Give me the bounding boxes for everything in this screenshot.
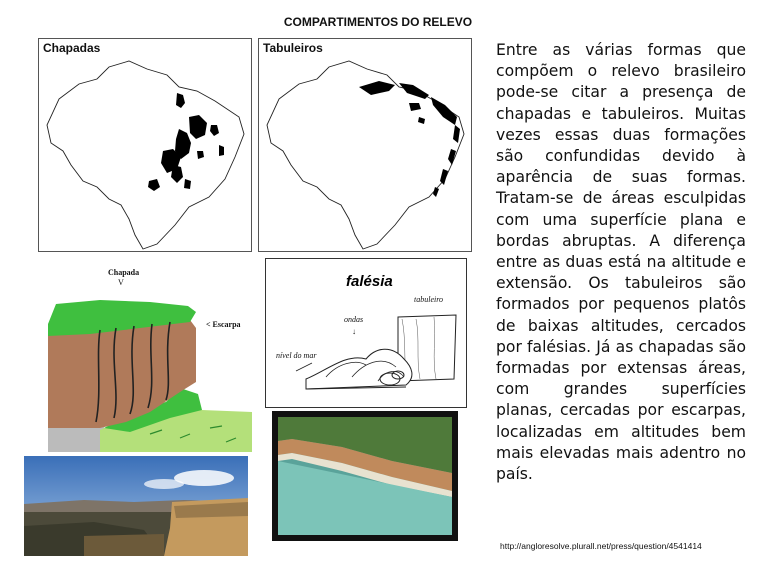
base-rock — [48, 426, 104, 452]
description-paragraph: Entre as várias formas que compõem o relevo brasileiro pode-se citar a presença de chapadas e tabuleiros. Muitas vezes essas duas formações são confundidas devido à aparência de suas formas. Tratam-se de áreas esculpidas com uma superfície plana e bordas abruptas. A diferença entre as duas está na altitude e extensão. Os tabuleiros são formados por pequenos platôs de baixas altitudes, cercados por falésias. Já as chapadas são formadas por extensas áreas, com grandes superfícies planas, cercadas por escarpas, localizadas em altitudes bem mais elevadas mais adentro no país. — [496, 41, 746, 484]
chapada-arrow: V — [118, 278, 124, 287]
ondas-label: ondas — [344, 315, 364, 324]
source-url[interactable]: http://angloresolve.plurall.net/press/question/4541414 — [500, 541, 702, 551]
chapadas-map-label: Chapadas — [43, 41, 101, 55]
tabuleiro-label: tabuleiro — [414, 295, 444, 304]
escarpa-label: < Escarpa — [206, 320, 241, 329]
chapadas-map-panel — [38, 38, 252, 252]
brazil-map-tabuleiros — [259, 39, 471, 251]
falesia-title: falésia — [346, 273, 393, 290]
page-title: COMPARTIMENTOS DO RELEVO — [283, 15, 473, 29]
tabuleiros-map-label: Tabuleiros — [263, 41, 323, 55]
falesia-coastal-photo — [272, 411, 458, 541]
ondas-arrow: ↓ — [352, 327, 356, 336]
chapada-label: Chapada — [108, 268, 140, 277]
brazil-map-chapadas — [39, 39, 251, 251]
falesia-diagram — [265, 258, 467, 408]
chapada-diagram — [30, 262, 252, 452]
chapada-landscape-photo — [24, 456, 248, 556]
nivel-label: nível do mar — [276, 351, 317, 360]
tabuleiros-map-panel — [258, 38, 472, 252]
